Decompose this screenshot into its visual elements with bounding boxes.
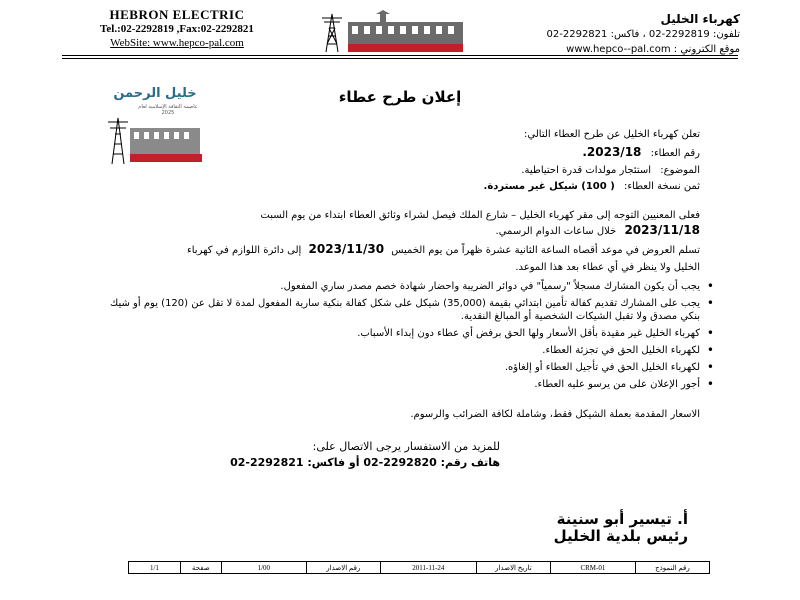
- conditions-list: [90, 280, 716, 395]
- tender-subject-value: استئجار مولدات قدرة احتياطية.: [521, 165, 652, 176]
- header-rule-top: [62, 55, 738, 56]
- header-arabic: [508, 12, 740, 57]
- company-name-ar: كهرباء الخليل: [660, 12, 740, 26]
- purchase-paragraph-line2: [100, 224, 700, 238]
- submission-text-b: إلى دائرة اللوازم في كهرباء: [187, 245, 302, 256]
- page-title: إعلان طرح عطاء: [338, 88, 462, 106]
- purchase-hours: خلال ساعات الدوام الرسمي.: [495, 226, 617, 237]
- version-value: 1/00: [221, 562, 306, 574]
- tender-price-value: ( 100) شيكل غير مستردة.: [483, 181, 615, 192]
- tender-subject-label: الموضوع:: [660, 165, 700, 176]
- submission-deadline: 2023/11/30: [308, 242, 385, 256]
- issue-date-label: تاريخ الاصدار: [476, 562, 550, 574]
- form-code-label: رقم النموذج: [635, 562, 709, 574]
- list-item: • أجور الإعلان على من يرسو عليه العطاء.: [90, 378, 700, 391]
- list-item: • يجب أن يكون المشارك مسجلاً "رسمياً" في دوائر الضريبة واحضار شهادة خصم مصدر ساري المفعول.: [90, 280, 700, 293]
- prices-note: الاسعار المقدمة بعملة الشيكل فقط، وشاملة لكافة الضرائب والرسوم.: [410, 409, 700, 420]
- website-en[interactable]: WebSite: www.hepco-pal.com: [110, 37, 244, 49]
- list-item: • كهرباء الخليل غير مقيدة بأقل الأسعار ولها الحق برفض أي عطاء دون إبداء الأسباب.: [90, 327, 700, 340]
- form-footer-table: [128, 561, 710, 574]
- logo-main-text: خليل الرحمن: [113, 86, 197, 101]
- logo-sub-text: عاصمة الثقافة الإسلامية لعام 2025: [138, 104, 198, 116]
- signatory-title: رئيس بلدية الخليل: [553, 527, 688, 545]
- tender-number-row: [300, 146, 700, 160]
- issue-date-value: 2011-11-24: [380, 562, 476, 574]
- version-label: رقم الاصدار: [306, 562, 380, 574]
- page-label: صفحة: [180, 562, 221, 574]
- list-item: • لكهرباء الخليل الحق في تأجيل العطاء أو إلغاؤه.: [90, 361, 700, 374]
- header-rule-bottom: [62, 58, 738, 59]
- intro-text: تعلن كهرباء الخليل عن طرح العطاء التالي:: [524, 129, 700, 140]
- company-logo: [318, 10, 473, 54]
- tender-subject-row: [300, 164, 700, 177]
- submission-paragraph-line2: الخليل ولا ينظر في أي عطاء بعد هذا الموعد.: [515, 262, 700, 273]
- logo-graphic: [106, 84, 204, 170]
- form-code-value: CRM-01: [550, 562, 635, 574]
- purchase-start-date: 2023/11/18: [624, 223, 700, 237]
- tender-price-label: ثمن نسخة العطاء:: [623, 181, 700, 192]
- submission-text-a: تسلم العروض في موعد أقصاه الساعة الثانية عشرة ظهراً من يوم الخميس: [391, 245, 700, 256]
- page-value: 1/1: [129, 562, 181, 574]
- contact-en: Tel.:02-2292819 ,Fax:02-2292821: [100, 23, 254, 35]
- contact-line-1: للمزيد من الاستفسار يرجى الاتصال على:: [312, 440, 500, 453]
- signatory-name: أ. تيسير أبو سنينة: [556, 510, 688, 528]
- culture-capital-logo: [106, 84, 204, 170]
- tender-number-label: رقم العطاء:: [650, 148, 700, 159]
- list-item: • لكهرباء الخليل الحق في تجزئة العطاء.: [90, 344, 700, 357]
- tender-price-row: [300, 180, 700, 193]
- list-item: • يجب على المشارك تقديم كفالة تأمين ابتدائي بقيمة (35,000) شيكل على شكل كفالة بنكية سارية المفعول لمدة لا تقل عن (120) يوم أو شيك بنكي مصدق ولا تقبل الشيكات الشخصية أو المبالغ النقدية.: [90, 297, 700, 323]
- contact-ar: تلفون: 2292819-02 ، فاكس: 2292821-02: [546, 29, 740, 40]
- purchase-paragraph-line1: فعلى المعنيين التوجه إلى مقر كهرباء الخليل – شارع الملك فيصل لشراء وثائق العطاء ابتداء من يوم السبت: [260, 210, 700, 221]
- submission-paragraph-line1: [100, 243, 700, 257]
- contact-line-2: هاتف رقم: 2292820-02 أو فاكس: 2292821-02: [230, 456, 500, 469]
- website-ar[interactable]: موقع الكتروني : www.hepco--pal.com: [566, 44, 740, 55]
- company-name-en: HEBRON ELECTRIC: [109, 7, 245, 22]
- tender-number-value: 2023/18.: [582, 145, 642, 159]
- header-english: [62, 8, 292, 50]
